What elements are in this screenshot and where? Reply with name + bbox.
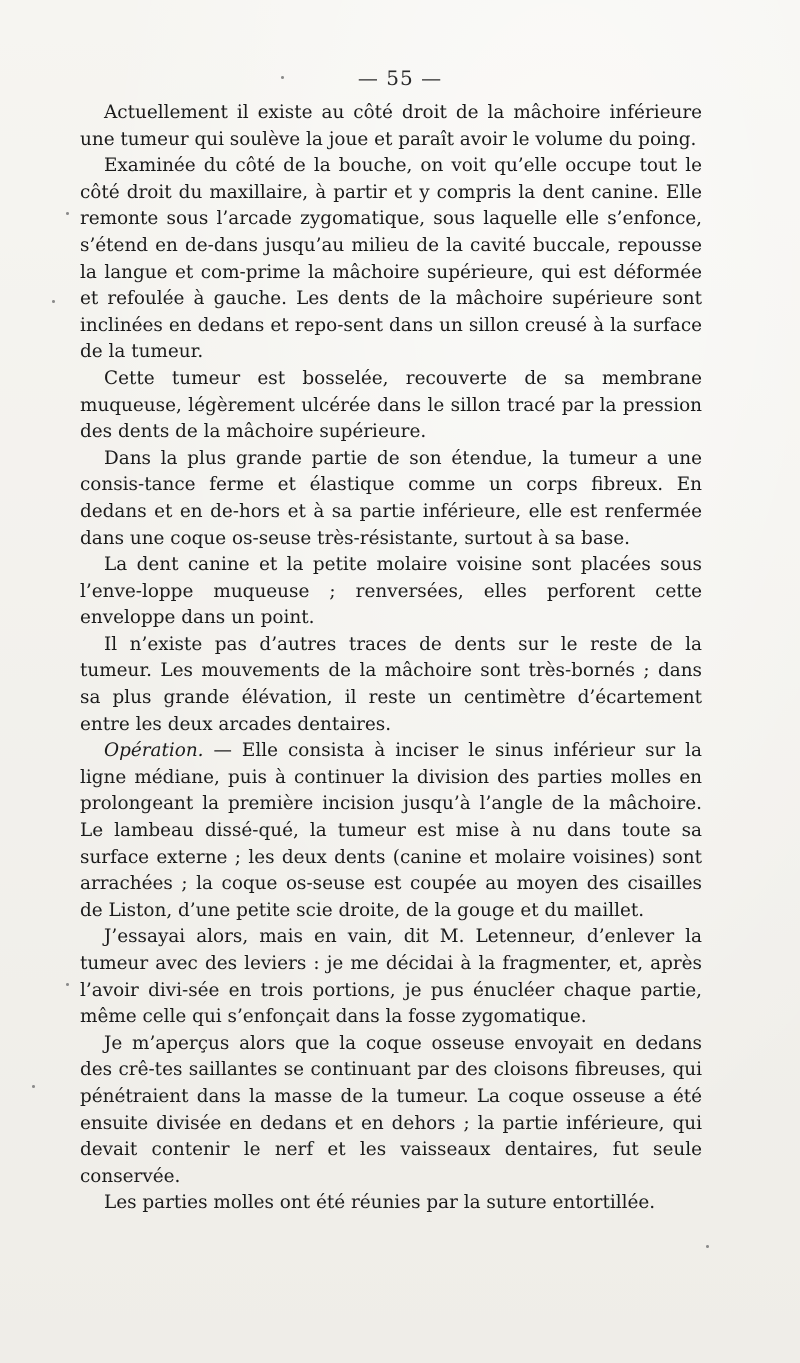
paragraph-2: Examinée du côté de la bouche, on voit qu’elle occupe tout le côté droit du maxillaire, à partir et y compris la dent canine. Elle remonte sous l’arcade zygomatique, sous laquelle elle s’enfonce, s’étend en de-dans jusqu’au milieu de la cavité buccale, repousse la langue et com-prime la mâchoire supérieure, qui est déformée et refoulée à gauche. Les dents de la mâchoire supérieure sont inclinées en dedans et repo-sent dans un sillon creusé à la surface de la tumeur. (80, 155, 702, 363)
paragraph-3: Cette tumeur est bosselée, recouverte de sa membrane muqueuse, légèrement ulcérée dans le sillon tracé par la pression des dents de la mâchoire supérieure. (80, 367, 702, 443)
paragraph-1: Actuellement il existe au côté droit de la mâchoire inférieure une tumeur qui soulève la joue et paraît avoir le volume du poing. (80, 102, 702, 150)
print-speck (706, 1245, 709, 1248)
paragraph-10: Les parties molles ont été réunies par la suture entortillée. (104, 1192, 656, 1214)
print-speck (281, 76, 284, 79)
print-speck (66, 212, 69, 215)
paragraph-4: Dans la plus grande partie de son étendue, la tumeur a une consis-tance ferme et élastique comme un corps fibreux. En dedans et en de-hors et à sa partie inférieure, elle est renfermée dans une coque os-seuse très-résistante, surtout à sa base. (80, 447, 702, 549)
print-speck (66, 983, 69, 986)
paragraph-8: J’essayai alors, mais en vain, dit M. Letenneur, d’enlever la tumeur avec des leviers : je me décidai à la fragmenter, et, après l’avoir divi-sée en trois portions, je pus énucléer chaque partie, même celle qui s’enfonçait dans la fosse zygomatique. (80, 926, 702, 1028)
print-speck (52, 300, 55, 303)
paragraph-9: Je m’aperçus alors que la coque osseuse envoyait en dedans des crê-tes saillantes se continuant par des cloisons fibreuses, qui pénétraient dans la masse de la tumeur. La coque osseuse a été ensuite divisée en dedans et en dehors ; la partie inférieure, qui devait contenir le nerf et les vaisseaux dentaires, fut seule conservée. (80, 1032, 702, 1187)
page-number: — 55 — (357, 66, 443, 90)
paragraph-5: La dent canine et la petite molaire voisine sont placées sous l’enve-loppe muqueuse ; renversées, elles perforent cette enveloppe dans un point. (80, 554, 702, 629)
print-speck (32, 1085, 35, 1088)
body-text (80, 100, 702, 1217)
operation-heading: Opération. (104, 740, 204, 762)
paragraph-7-operation (80, 738, 702, 924)
paragraph-6: Il n’existe pas d’autres traces de dents sur le reste de la tumeur. Les mouvements de la mâchoire sont très-bornés ; dans sa plus grande élévation, il reste un centimètre d’écartement entre les deux arcades dentaires. (80, 633, 702, 735)
operation-text: — Elle consista à inciser le sinus inférieur sur la ligne médiane, puis à continuer la division des parties molles en prolongeant la première incision jusqu’à l’angle de la mâchoire. Le lambeau dissé-qué, la tumeur est mise à nu dans toute sa surface externe ; les deux dents (canine et molaire voisines) sont arrachées ; la coque os-seuse est coupée au moyen des cisailles de Liston, d’une petite scie droite, de la gouge et du maillet. (80, 740, 702, 921)
